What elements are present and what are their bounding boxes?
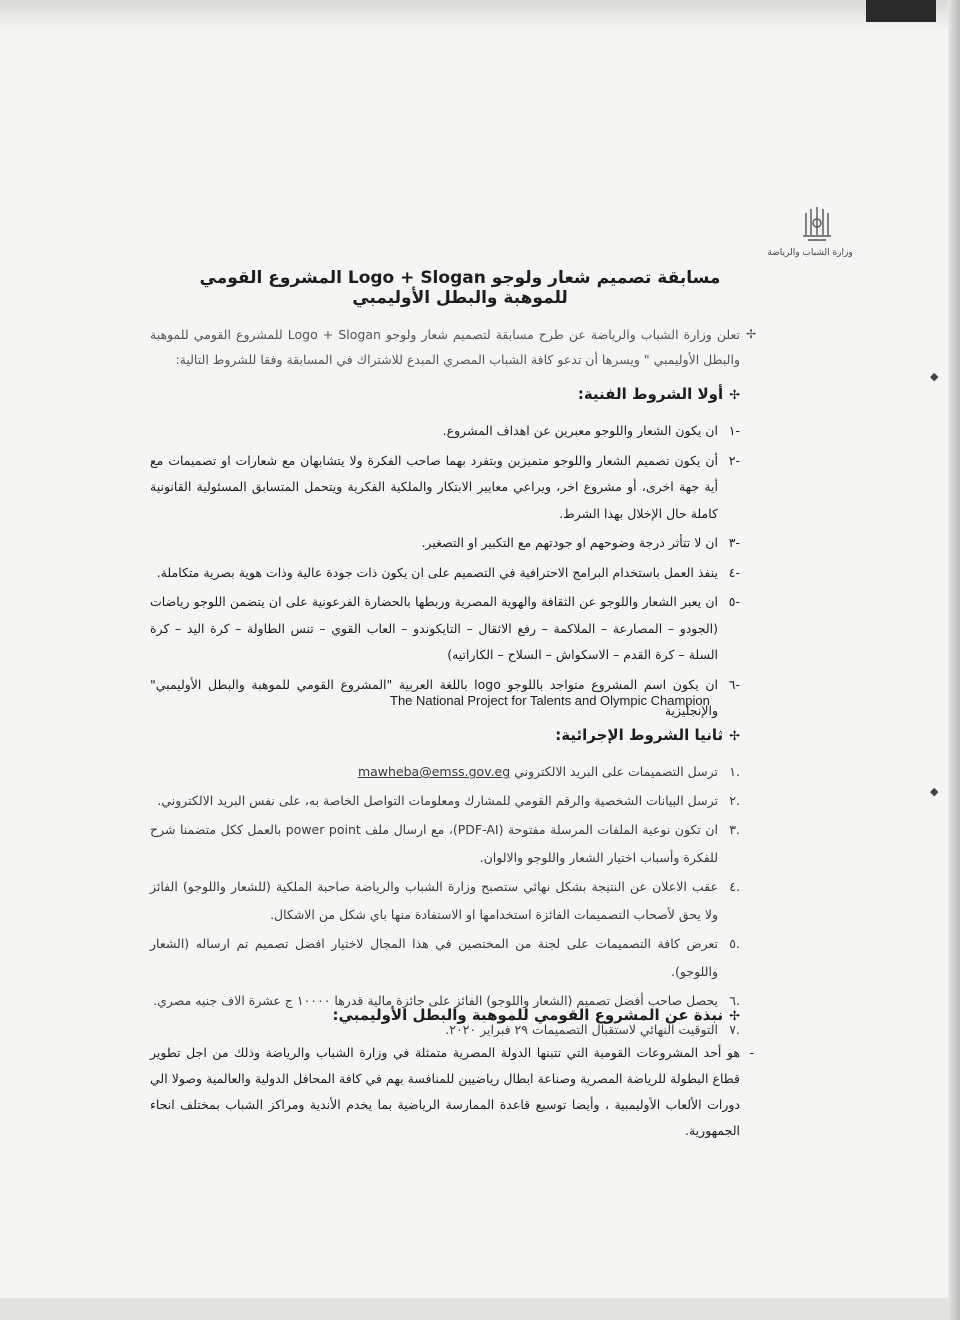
- procedural-conditions-list: [150, 758, 740, 1045]
- ministry-name-label: وزارة الشباب والرياضة: [767, 248, 853, 258]
- list-item: -١ ان يكون الشعار واللوجو معبرين عن اهداف المشروع.: [442, 423, 740, 438]
- heading-procedural-conditions: ✢ثانيا الشروط الإجرائية:: [555, 726, 740, 744]
- about-project-paragraph: - هو أحد المشروعات القومية التي تتبنها الدولة المصرية متمثلة في وزارة الشباب والرياضة وذلك من اجل تطوير قطاع البطولة للرياضة المصرية وصناعة ابطال رياضيين للمنافسة بهم في كافة المحافل الدولية والعالمية وصولا الي دورات الألعاب الأوليمبية ، وأيضا توسيع قاعدة الممارسة الرياضية بما يخدم الأندية ومراكز الشباب بمختلف انحاء الجمهورية.: [150, 1040, 740, 1144]
- list-item: -٣ ان لا تتأثر درجة وضوحهم او جودتهم مع التكبير او التصغير.: [421, 535, 740, 550]
- heading-about-project: ✢نبذة عن المشروع القومي للموهبة والبطل الأوليمبي:: [332, 1006, 740, 1024]
- list-item: .٤ عقب الاعلان عن النتيجة بشكل نهائي ستصبح وزارة الشباب والرياضة صاحبة الملكية (للشعار واللوجو) الفائز ولا يحق لأصحاب التصميمات الفائزة استخدامها او الاستفادة منها باي شكل من الاشكال.: [150, 879, 740, 922]
- arrow-bullet-icon: ✢: [729, 388, 740, 403]
- arrow-bullet-icon: ✢: [729, 1009, 740, 1024]
- list-item: -٦ ان يكون اسم المشروع متواجد باللوجو logo باللغة العربية "المشروع القومي للموهبة والبطل الأوليمبي" والإنجليزية: [150, 676, 740, 718]
- arrow-bullet-icon: ✢: [729, 729, 740, 744]
- list-item: .١ ترسل التصميمات على البريد الالكتروني mawheba@emss.gov.eg: [357, 764, 740, 779]
- contact-email-link[interactable]: mawheba@emss.gov.eg: [357, 764, 511, 779]
- scan-edge-mark-icon: ◆: [930, 785, 939, 798]
- scan-bottom-edge: [0, 1298, 948, 1320]
- scan-shadow-top: [0, 0, 948, 30]
- project-english-name: The National Project for Talents and Olympic Champion: [390, 693, 710, 708]
- list-item: .٣ ان تكون نوعية الملفات المرسلة مفتوحة (PDF-AI)، مع ارسال ملف power point بالعمل ككل متضمنا شرح للفكرة وأسباب اختيار الشعار واللوجو والالوان.: [150, 822, 740, 865]
- document-title: مسابقة تصميم شعار ولوجو Logo + Slogan المشروع القومي للموهبة والبطل الأوليمبي: [199, 268, 721, 308]
- scan-dark-corner: [866, 0, 936, 22]
- intro-text: تعلن وزارة الشباب والرياضة عن طرح مسابقة لتصميم شعار ولوجو Logo + Slogan للمشروع القومي للموهبة والبطل الأوليمبي " ويسرها أن تدعو كافة الشباب المصري المبدع للاشتراك في المسابقة وفقا للشروط التالية:: [150, 327, 740, 367]
- dash-bullet-icon: -: [749, 1045, 754, 1060]
- list-item: -٥ ان يعبر الشعار واللوجو عن الثقافة والهوية المصرية وربطها بالحضارة الفرعونية على ان يتضمن اللوجو رياضات (الجودو – المصارعة – الملاكمة – رفع الاثقال – التايكوندو – العاب القوي – تنس الطاولة – كرة اليد – كرة السلة – كرة القدم – الاسكواش – السلاح – الكاراتيه): [150, 594, 740, 662]
- list-item: .٦ يحصل صاحب أفضل تصميم (الشعار واللوجو) الفائز على جائزة مالية قدرها ١٠٠٠٠ ج عشرة الاف جنيه مصري.: [153, 993, 740, 1008]
- arrow-bullet-icon: ✢: [745, 327, 756, 341]
- list-item: .٧ التوقيت النهائي لاستقبال التصميمات ٢٩ فبراير ٢٠٢٠.: [445, 1022, 740, 1037]
- technical-conditions-list: [150, 418, 740, 728]
- ministry-emblem-icon: [800, 205, 834, 243]
- scan-shadow-right: [948, 0, 960, 1320]
- list-item: .٥ تعرض كافة التصميمات على لجنة من المختصين في هذا المجال لاختيار افضل تصميم تم ارساله (الشعار واللوجو).: [150, 936, 740, 979]
- list-item: -٤ ينفذ العمل باستخدام البرامج الاحترافية في التصميم على ان يكون ذات جودة عالية وذات هوية بصرية متكاملة.: [156, 564, 740, 580]
- heading-technical-conditions: ✢أولا الشروط الفنية:: [577, 385, 740, 403]
- scan-edge-mark-icon: ◆: [930, 370, 939, 383]
- list-item: -٢ أن يكون تصميم الشعار واللوجو متميزين وبتفرد بهما صاحب الفكرة ولا يتشابهان مع شعارات او تصميمات مع أية جهة اخرى، أو مشروع اخر، ويراعي معايير الابتكار والملكية الفكرية ويتحمل المتسابق المسئولية القانونية كاملة حال الإخلال بهذا الشرط.: [150, 452, 740, 521]
- list-item: .٢ ترسل البيانات الشخصية والرقم القومي للمشارك ومعلومات التواصل الخاصة به، على نفس البريد الالكتروني.: [157, 793, 740, 808]
- intro-paragraph: [150, 322, 756, 372]
